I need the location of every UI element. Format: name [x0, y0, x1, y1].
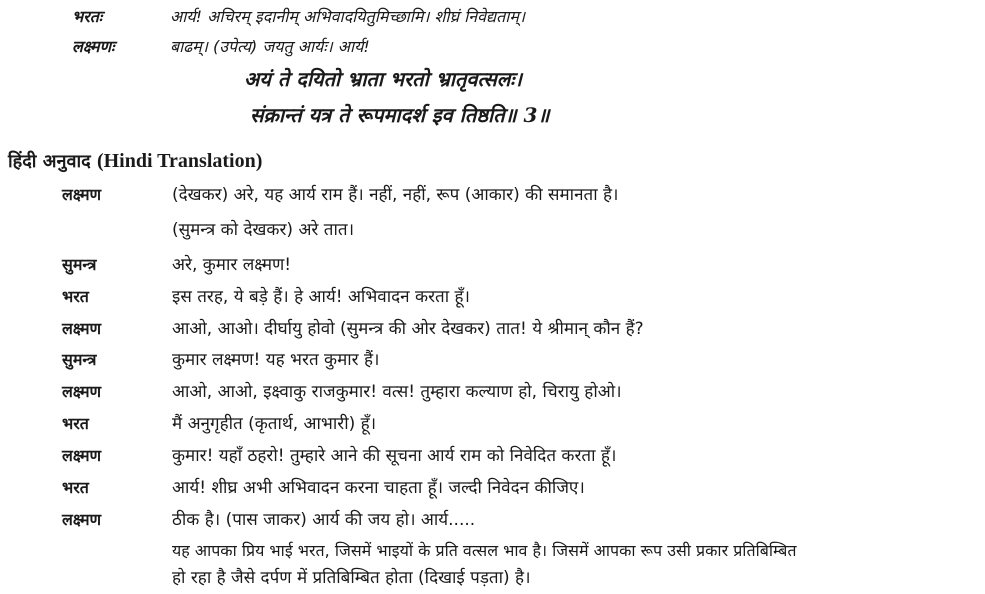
- translation-line: [0, 536, 985, 566]
- speaker-name: भरत: [62, 478, 89, 497]
- verse-line-1: अयं ते दयितो भ्राता भरतो भ्रातृवत्सलः।: [244, 67, 522, 91]
- section-heading: [8, 146, 262, 177]
- dialogue-text: (देखकर) अरे, यह आर्य राम हैं। नहीं, नहीं, रूप (आकार) की समानता है।: [172, 185, 619, 205]
- speaker-name: सुमन्त्र: [62, 350, 97, 369]
- translation-line: [0, 409, 985, 439]
- dialogue-text: आओ, आओ, इक्ष्वाकु राजकुमार! वत्स! तुम्हारा कल्याण हो, चिरायु होओ।: [172, 382, 622, 402]
- speaker-name: लक्ष्मणः: [72, 37, 115, 56]
- speaker-name: सुमन्त्र: [62, 255, 97, 274]
- dialogue-text: इस तरह, ये बड़े हैं। हे आर्य! अभिवादन करता हूँ।: [172, 287, 470, 307]
- dialogue-text: बाढम्। (उपेत्य) जयतु आर्यः। आर्य!: [170, 37, 370, 56]
- translation-line: [0, 314, 985, 344]
- translation-line: [0, 441, 985, 471]
- dialogue-text: कुमार! यहाँ ठहरो! तुम्हारे आने की सूचना आर्य राम को निवेदित करता हूँ।: [172, 446, 617, 466]
- dialogue-text: कुमार लक्ष्मण! यह भरत कुमार हैं।: [172, 350, 380, 370]
- verse-line-2: संक्रान्तं यत्र ते रूपमादर्श इव तिष्ठति॥ 3॥: [250, 103, 550, 127]
- translation-line: [0, 215, 985, 245]
- dialogue-text: आर्य! अचिरम् इदानीम् अभिवादयितुमिच्छामि। शीघ्रं निवेद्यताम्।: [170, 7, 526, 26]
- dialogue-text: मैं अनुगृहीत (कृतार्थ, आभारी) हूँ।: [172, 414, 377, 434]
- speaker-name: लक्ष्मण: [62, 185, 102, 204]
- sanskrit-line-bharat: [0, 2, 985, 32]
- dialogue-text: यह आपका प्रिय भाई भरत, जिसमें भाइयों के प्रति वत्सल भाव है। जिसमें आपका रूप उसी प्रकार प्रतिबिम्बित: [172, 541, 797, 560]
- dialogue-text: आर्य! शीघ्र अभी अभिवादन करना चाहता हूँ। जल्दी निवेदन कीजिए।: [172, 478, 585, 498]
- dialogue-text: आओ, आओ। दीर्घायु होवो (सुमन्त्र की ओर देखकर) तात! ये श्रीमान् कौन हैं?: [172, 319, 644, 339]
- heading-english: (Hindi Translation): [96, 150, 263, 172]
- dialogue-text: ठीक है। (पास जाकर) आर्य की जय हो। आर्य.....: [172, 510, 476, 530]
- dialogue-text: अरे, कुमार लक्ष्मण!: [172, 255, 292, 275]
- translation-line: [0, 473, 985, 503]
- translation-line: [0, 345, 985, 375]
- speaker-name: लक्ष्मण: [62, 319, 102, 338]
- speaker-name: लक्ष्मण: [62, 382, 102, 401]
- dialogue-text: हो रहा है जैसे दर्पण में प्रतिबिम्बित होता (दिखाई पड़ता) है।: [172, 568, 531, 588]
- dialogue-text: (सुमन्त्र को देखकर) अरे तात।: [172, 220, 355, 240]
- speaker-name: लक्ष्मण: [62, 446, 102, 465]
- translation-line: [0, 180, 985, 210]
- translation-line: [0, 377, 985, 407]
- sanskrit-line-lakshmana: [0, 32, 985, 62]
- translation-line: [0, 250, 985, 280]
- translation-line: [0, 563, 985, 593]
- translation-line: [0, 282, 985, 312]
- speaker-name: भरत: [62, 287, 89, 306]
- translation-line: [0, 505, 985, 535]
- heading-hindi: हिंदी अनुवाद: [8, 151, 91, 172]
- speaker-name: भरतः: [72, 7, 103, 26]
- speaker-name: लक्ष्मण: [62, 510, 102, 529]
- speaker-name: भरत: [62, 414, 89, 433]
